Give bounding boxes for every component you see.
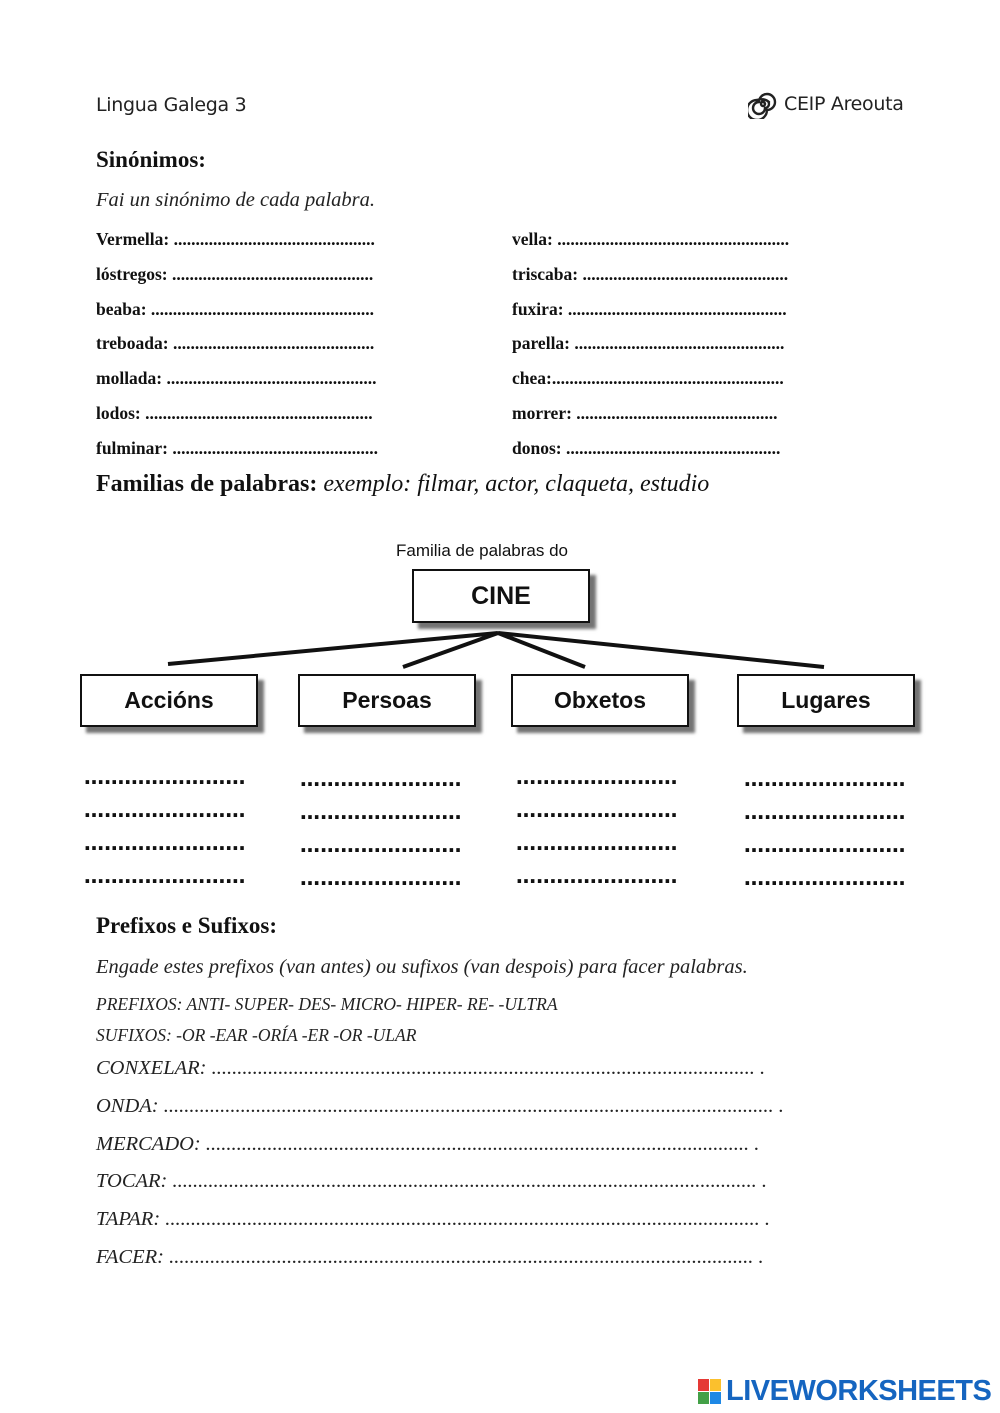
synonyms-title: Sinónimos: (96, 147, 206, 172)
suffix-list: SUFIXOS: -OR -EAR -ORÍA -ER -OR -ULAR (96, 1025, 417, 1045)
answer-line: …………………… (300, 767, 462, 791)
category-box-places: Lugares (737, 674, 915, 727)
subject-label: Lingua Galega 3 (96, 94, 247, 116)
synonym-item-right: vella: ..................................................... (512, 229, 790, 249)
category-box-objects: Obxetos (511, 674, 689, 727)
answer-line: …………………… (84, 765, 246, 789)
diagram-caption: Familia de palabras do (396, 541, 568, 560)
synonym-item-right: parella: ................................................ (512, 333, 785, 353)
answer-line: …………………… (516, 798, 678, 822)
answer-line: …………………… (300, 866, 462, 890)
root-word-box: CINE (412, 569, 590, 623)
answer-line: …………………… (516, 765, 678, 789)
answer-line: …………………… (744, 800, 906, 824)
liveworksheets-mark-icon (698, 1379, 722, 1405)
synonym-item-left: treboada: .............................................. (96, 333, 375, 353)
answer-line: …………………… (84, 831, 246, 855)
synonym-item-right: donos: ................................................. (512, 438, 781, 458)
synonym-item-left: beaba: ................................................... (96, 299, 375, 319)
affix-word-line: CONXELAR: .......................................................................................................... . (96, 1057, 766, 1079)
answer-line: …………………… (84, 798, 246, 822)
affixes-instruction: Engade estes prefixos (van antes) ou sufixos (van despois) para facer palabras. (96, 956, 748, 978)
synonym-item-right: fuxira: .................................................. (512, 299, 787, 319)
answer-line: …………………… (84, 864, 246, 888)
synonym-item-right: triscaba: ............................................... (512, 264, 789, 284)
school-name: CEIP Areouta (784, 93, 904, 115)
answer-line: …………………… (516, 831, 678, 855)
category-box-people: Persoas (298, 674, 476, 727)
category-box-actions: Accións (80, 674, 258, 727)
families-title: Familias de palabras: (96, 471, 318, 497)
synonym-item-left: mollada: ................................................ (96, 368, 377, 388)
footer-brand: LIVEWORKSHEETS (726, 1375, 992, 1407)
affix-word-line: ONDA: ....................................................................................................................... . (96, 1095, 784, 1117)
synonym-item-left: Vermella: .............................................. (96, 229, 375, 249)
synonym-item-right: morrer: .............................................. (512, 403, 778, 423)
affix-word-line: FACER: .................................................................................................................. . (96, 1246, 764, 1268)
answer-line: …………………… (744, 866, 906, 890)
affixes-title: Prefixos e Sufixos: (96, 913, 278, 938)
answer-line: …………………… (744, 767, 906, 791)
synonym-item-right: chea:..................................................... (512, 368, 784, 388)
connector-line (168, 633, 498, 664)
liveworksheets-logo (698, 1375, 991, 1408)
affix-word-line: TAPAR: .................................................................................................................... . (96, 1208, 771, 1230)
affix-word-line: MERCADO: .......................................................................................................... . (96, 1133, 760, 1155)
answer-line: …………………… (744, 833, 906, 857)
affix-word-line: TOCAR: .................................................................................................................. . (96, 1170, 768, 1192)
synonym-item-left: fulminar: ............................................... (96, 438, 378, 458)
families-example: exemplo: filmar, actor, claqueta, estudio (323, 471, 710, 497)
prefix-list: PREFIXOS: ANTI- SUPER- DES- MICRO- HIPER- RE- -ULTRA (96, 994, 558, 1014)
answer-line: …………………… (300, 833, 462, 857)
synonym-item-left: lodos: .................................................... (96, 403, 373, 423)
answer-line: …………………… (516, 864, 678, 888)
synonyms-instruction: Fai un sinónimo de cada palabra. (96, 189, 376, 211)
answer-line: …………………… (300, 800, 462, 824)
synonym-item-left: lóstregos: .............................................. (96, 264, 374, 284)
